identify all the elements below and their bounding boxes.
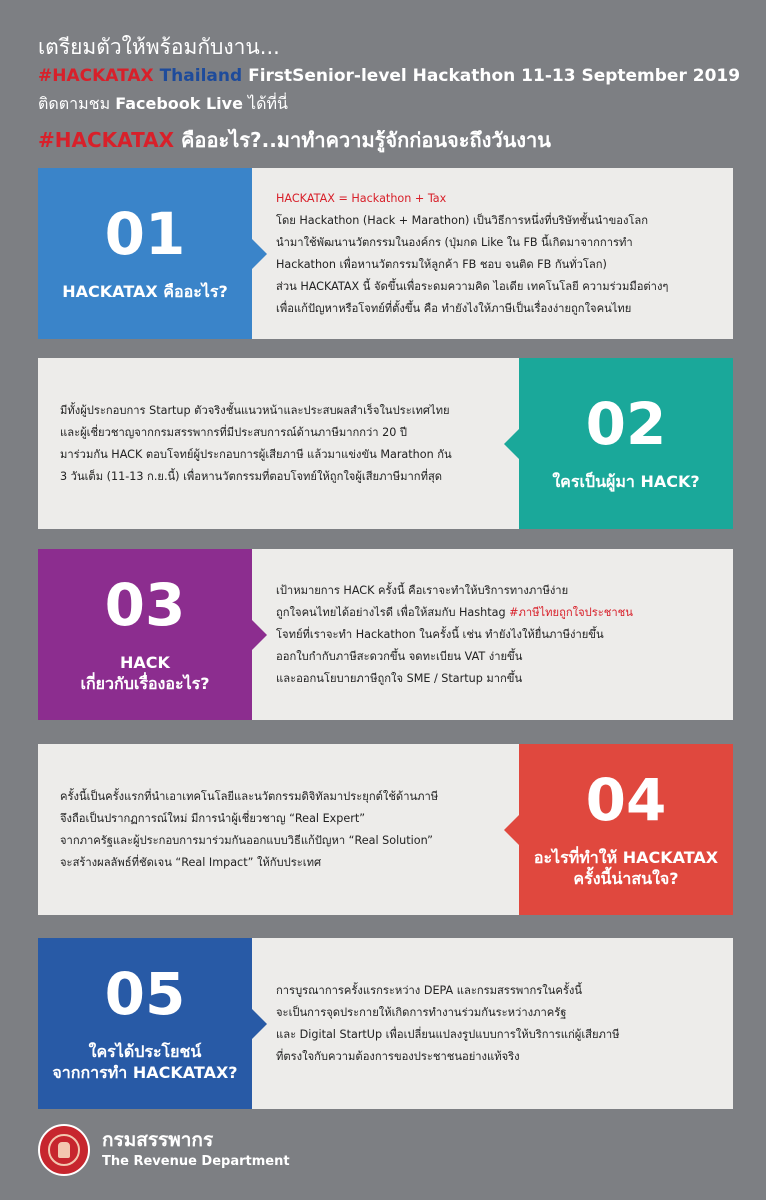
body-line: จึงถือเป็นปรากฏการณ์ใหม่ มีการนำผู้เชี่ยวชาญ “Real Expert” [60, 811, 366, 825]
footer [38, 1124, 290, 1176]
department-name-english: The Revenue Department [102, 1154, 290, 1169]
badge-02 [519, 358, 733, 529]
badge-05 [38, 938, 252, 1109]
card-caption [534, 847, 718, 889]
body-line: HACKATAX = Hackathon + Tax [276, 191, 447, 205]
header-line-what-is [38, 122, 758, 158]
badge-notch [504, 429, 519, 459]
footer-text [102, 1128, 290, 1172]
body-line: และผู้เชี่ยวชาญจากกรมสรรพากรที่มีประสบการณ์ด้านภาษีมากกว่า 20 ปี [60, 425, 408, 439]
header-line-facebook-live [38, 90, 758, 118]
body-line: การบูรณาการครั้งแรกระหว่าง DEPA และกรมสรรพากรในครั้งนี้ [276, 983, 582, 997]
body-line: ที่ตรงใจกับความต้องการของประชาชนอย่างแท้จริง [276, 1049, 520, 1063]
card-05 [38, 938, 733, 1109]
body-line: มีทั้งผู้ประกอบการ Startup ตัวจริงชั้นแนวหน้าและประสบผลสำเร็จในประเทศไทย [60, 403, 450, 417]
body-line: นำมาใช้พัฒนานวัตกรรมในองค์กร (ปุ่มกด Like ใน FB นี้เกิดมาจากการทำ [276, 235, 633, 249]
caption-line: HACK [120, 652, 170, 672]
country-label: Thailand [159, 66, 243, 86]
card-number: 02 [585, 390, 667, 458]
body-line: จะสร้างผลลัพธ์ที่ชัดเจน “Real Impact” ให้กับประเทศ [60, 855, 322, 869]
body-line: เพื่อแก้ปัญหาหรือโจทย์ที่ตั้งขึ้น คือ ทำยังไงให้ภาษีเป็นเรื่องง่ายถูกใจคนไทย [276, 301, 632, 315]
body-line: จากภาครัฐและผู้ประกอบการมาร่วมกันออกแบบวิธีแก้ปัญหา “Real Solution” [60, 833, 433, 847]
follow-label: ติดตามชม [38, 94, 111, 113]
caption-line: ใครได้ประโยชน์ [88, 1041, 202, 1061]
department-name-thai: กรมสรรพากร [102, 1129, 214, 1151]
caption-line: เกี่ยวกับเรื่องอะไร? [80, 673, 210, 693]
body-line: ครั้งนี้เป็นครั้งแรกที่นำเอาเทคโนโลยีและนวัตกรรมดิจิทัลมาประยุกต์ใช้ด้านภาษี [60, 789, 439, 803]
body-line: มาร่วมกัน HACK ตอบโจทย์ผู้ประกอบการผู้เสียภาษี แล้วมาแข่งขัน Marathon กัน [60, 447, 452, 461]
body-line: และออกนโยบายภาษีถูกใจ SME / Startup มากขึ้น [276, 671, 523, 685]
card-03 [38, 549, 733, 720]
body-line: Hackathon เพื่อหานวัตกรรมให้ลูกค้า FB ชอบ จนติด FB กันทั่วโลก) [276, 257, 607, 271]
here-label: ได้ที่นี่ [248, 94, 288, 113]
card-caption [552, 471, 699, 492]
caption-line: ใครเป็นผู้มา HACK? [552, 472, 700, 491]
hashtag-hackatax: #HACKATAX [38, 66, 154, 86]
card-caption [81, 652, 210, 694]
event-description: FirstSenior-level Hackathon 11-13 September 2019 [248, 66, 741, 86]
revenue-department-seal-icon [38, 1124, 90, 1176]
card-caption [52, 1041, 237, 1083]
card-caption [62, 281, 227, 302]
card-04 [38, 744, 733, 915]
card-body [276, 549, 725, 720]
card-number: 01 [104, 200, 186, 268]
body-line: ออกใบกำกับภาษีสะดวกขึ้น จดทะเบียน VAT ง่ายขึ้น [276, 649, 523, 663]
card-body [276, 938, 725, 1109]
badge-01 [38, 168, 252, 339]
body-line: โจทย์ที่เราจะทำ Hackathon ในครั้งนี้ เช่น ทำยังไงให้ยื่นภาษีง่ายขึ้น [276, 627, 604, 641]
badge-03 [38, 549, 252, 720]
hashtag-hackatax-2: #HACKATAX [38, 128, 175, 152]
badge-04 [519, 744, 733, 915]
header [38, 32, 758, 158]
header-line-event [38, 62, 758, 90]
badge-notch [504, 815, 519, 845]
card-number: 04 [585, 765, 667, 834]
body-line [276, 602, 725, 624]
card-number: 03 [104, 570, 186, 639]
badge-notch [252, 620, 267, 650]
body-line: โดย Hackathon (Hack + Marathon) เป็นวิธีการหนึ่งที่บริษัทชั้นนำของโลก [276, 213, 649, 227]
card-body [276, 168, 725, 339]
body-line-text: ถูกใจคนไทยได้อย่างไรดี เพื่อให้สมกับ Hashtag [276, 605, 506, 619]
body-line: และ Digital StartUp เพื่อเปลี่ยนแปลงรูปแบบการให้บริการแก่ผู้เสียภาษี [276, 1027, 620, 1041]
body-line: ส่วน HACKATAX นี้ จัดขึ้นเพื่อระดมความคิด ไอเดีย เทคโนโลยี ความร่วมมือต่างๆ [276, 279, 669, 293]
body-line: 3 วันเต็ม (11-13 ก.ย.นี้) เพื่อหานวัตกรรมที่ตอบโจทย์ให้ถูกใจผู้เสียภาษีมากที่สุด [60, 469, 443, 483]
body-line: จะเป็นการจุดประกายให้เกิดการทำงานร่วมกันระหว่างภาครัฐ [276, 1005, 567, 1019]
header-line-prepare: เตรียมตัวให้พร้อมกับงาน... [38, 35, 280, 59]
what-is-label: คืออะไร?..มาทำความรู้จักก่อนจะถึงวันงาน [181, 128, 551, 152]
card-02 [38, 358, 733, 529]
card-body [60, 358, 508, 529]
body-line: เป้าหมายการ HACK ครั้งนี้ คือเราจะทำให้บริการทางภาษีง่าย [276, 583, 569, 597]
hashtag-link[interactable]: #ภาษีไทยถูกใจประชาชน [509, 605, 633, 619]
badge-notch [252, 239, 267, 269]
badge-notch [252, 1009, 267, 1039]
card-body [60, 744, 508, 915]
caption-line: อะไรที่ทำให้ HACKATAX [533, 847, 719, 867]
caption-line: จากการทำ HACKATAX? [52, 1062, 238, 1082]
card-01 [38, 168, 733, 339]
facebook-live-label: Facebook Live [115, 94, 243, 113]
caption-line: ครั้งนี้น่าสนใจ? [573, 868, 679, 888]
card-number: 05 [104, 959, 186, 1028]
caption-line: HACKATAX คืออะไร? [62, 282, 228, 301]
